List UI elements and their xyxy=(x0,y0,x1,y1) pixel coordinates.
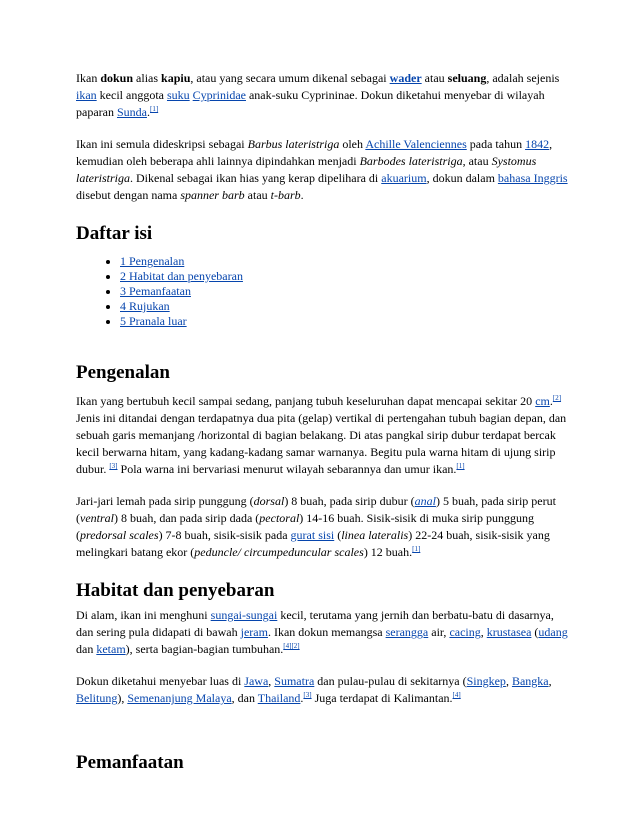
intro-paragraph-1: Ikan dokun alias kapiu, atau yang secara umum dikenal sebagai wader atau seluang, adalah sejenis ikan kecil anggota suku Cyprinidae anak-suku Cyprininae. Dokun diketahui menyebar di wilayah paparan Sunda.[1] xyxy=(76,71,560,119)
term: predorsal scales xyxy=(80,528,159,542)
toc-link-pemanfaatan[interactable]: 3 Pemanfaatan xyxy=(120,284,191,298)
bold-term: kapiu xyxy=(161,71,191,85)
link-valenciennes[interactable]: Achille Valenciennes xyxy=(365,137,467,151)
link-bangka[interactable]: Bangka xyxy=(511,674,549,688)
toc-item xyxy=(120,284,570,299)
english-name: spanner barb xyxy=(180,188,245,202)
link-gurat-sisi[interactable]: gurat sisi xyxy=(290,528,335,542)
link-ketam[interactable]: ketam xyxy=(96,642,126,656)
link-sungai[interactable]: sungai-sungai xyxy=(210,608,278,622)
table-of-contents xyxy=(76,254,570,329)
toc-link-pengenalan[interactable]: 1 Pengenalan xyxy=(120,254,185,268)
link-jawa[interactable]: Jawa xyxy=(244,674,269,688)
intro-paragraph-2: Ikan ini semula dideskripsi sebagai Barbus lateristriga oleh Achille Valenciennes pada tahun 1842, kemudian oleh beberapa ahli lainnya dipindahkan menjadi Barbodes lateristriga, atau Systomus lateristriga. Dikenal sebagai ikan hias yang kerap dipelihara di akuarium, dokun dalam bahasa Inggris disebut dengan nama spanner barb atau t-barb. xyxy=(76,137,568,202)
link-semenanjung-malaya[interactable]: Semenanjung Malaya xyxy=(127,691,232,705)
link-suku[interactable]: suku xyxy=(166,88,190,102)
toc-item xyxy=(120,314,570,329)
link-ikan[interactable]: ikan xyxy=(76,88,97,102)
link-udang[interactable]: udang xyxy=(538,625,568,639)
link-bahasa-inggris[interactable]: bahasa Inggris xyxy=(497,171,568,185)
reference-link[interactable]: [1] xyxy=(412,545,421,553)
toc-link-rujukan[interactable]: 4 Rujukan xyxy=(120,299,170,313)
term: ventral xyxy=(80,511,114,525)
link-thailand[interactable]: Thailand xyxy=(257,691,301,705)
link-anal[interactable]: anal xyxy=(414,494,436,508)
term: linea lateralis xyxy=(341,528,409,542)
term: dorsal xyxy=(253,494,285,508)
species-name: Barbus lateristriga xyxy=(247,137,340,151)
link-cyprinidae[interactable]: Cyprinidae xyxy=(192,88,246,102)
link-singkep[interactable]: Singkep xyxy=(466,674,506,688)
toc-link-pranala-luar[interactable]: 5 Pranala luar xyxy=(120,314,187,328)
reference-link[interactable]: [1] xyxy=(456,462,465,470)
link-jeram[interactable]: jeram xyxy=(240,625,268,639)
habitat-paragraph-2: Dokun diketahui menyebar luas di Jawa, Sumatra dan pulau-pulau di sekitarnya (Singkep, Bangka, Belitung), Semenanjung Malaya, dan Thailand.[3] Juga terdapat di Kalimantan.[4] xyxy=(76,674,552,705)
toc-item xyxy=(120,254,570,269)
link-krustasea[interactable]: krustasea xyxy=(486,625,532,639)
habitat-paragraph-1: Di alam, ikan ini menghuni sungai-sungai kecil, terutama yang jernih dan berbatu-batu di dasarnya, dan sering pula didapati di bawah jeram. Ikan dokun memangsa serangga air, cacing, krustasea (udang dan ketam), serta bagian-bagian tumbuhan.[4][2] xyxy=(76,608,568,656)
toc-link-habitat[interactable]: 2 Habitat dan penyebaran xyxy=(120,269,243,283)
link-sunda[interactable]: Sunda xyxy=(116,105,147,119)
link-cacing[interactable]: cacing xyxy=(449,625,481,639)
link-1842[interactable]: 1842 xyxy=(525,137,550,151)
toc-heading: Daftar isi xyxy=(76,223,153,244)
species-name: Systomus lateristriga xyxy=(76,154,537,185)
link-wader[interactable]: wader xyxy=(389,71,422,85)
bold-term: dokun xyxy=(100,71,134,85)
reference-link[interactable]: [4][2] xyxy=(283,642,300,650)
toc-item xyxy=(120,299,570,314)
section-heading-pengenalan: Pengenalan xyxy=(76,362,170,383)
link-serangga[interactable]: serangga xyxy=(385,625,429,639)
link-belitung[interactable]: Belitung xyxy=(76,691,118,705)
term: pectoral xyxy=(259,511,300,525)
reference-link[interactable]: [2] xyxy=(552,394,562,402)
reference-link[interactable]: [3] xyxy=(303,691,312,699)
reference-link[interactable]: [3] xyxy=(109,462,118,470)
pengenalan-paragraph-2: Jari-jari lemah pada sirip punggung (dorsal) 8 buah, pada sirip dubur (anal) 5 buah, pada sirip perut (ventral) 8 buah, dan pada sirip dada (pectoral) 14-16 buah. Sisik-sisik di muka sirip punggung (predorsal scales) 7-8 buah, sisik-sisik pada gurat sisi (linea lateralis) 22-24 buah, sisik-sisik yang melingkari batang ekor (peduncle/ circumpeduncular scales) 12 buah.[1] xyxy=(76,494,556,559)
link-cm[interactable]: cm xyxy=(535,394,550,408)
reference-link[interactable]: [1] xyxy=(149,105,159,113)
english-name: t-barb xyxy=(270,188,301,202)
section-heading-pemanfaatan: Pemanfaatan xyxy=(76,752,184,773)
species-name: Barbodes lateristriga xyxy=(359,154,463,168)
toc-item xyxy=(120,269,570,284)
term: peduncle/ circumpeduncular scales xyxy=(194,545,364,559)
reference-link[interactable]: [4] xyxy=(452,691,461,699)
pengenalan-paragraph-1: Ikan yang bertubuh kecil sampai sedang, panjang tubuh keseluruhan dapat mencapai sekitar 20 cm.[2] Jenis ini ditandai dengan terdapatnya dua pita (gelap) vertikal di pertengahan tubuh bagian depan, dan sebuah garis memanjang /horizontal di bagian belakang. Di atas pangkal sirip dubur terdapat bercak kecil berwarna hitam, yang kadang-kadang samar warnanya. Begitu pula warna hitam di ujung sirip dubur. [3] Pola warna ini bervariasi menurut wilayah sebarannya dan umur ikan.[1] xyxy=(76,394,567,476)
link-akuarium[interactable]: akuarium xyxy=(381,171,427,185)
article-content xyxy=(76,70,570,774)
section-heading-habitat: Habitat dan penyebaran xyxy=(76,580,275,601)
link-sumatra[interactable]: Sumatra xyxy=(274,674,315,688)
bold-term: seluang xyxy=(447,71,487,85)
